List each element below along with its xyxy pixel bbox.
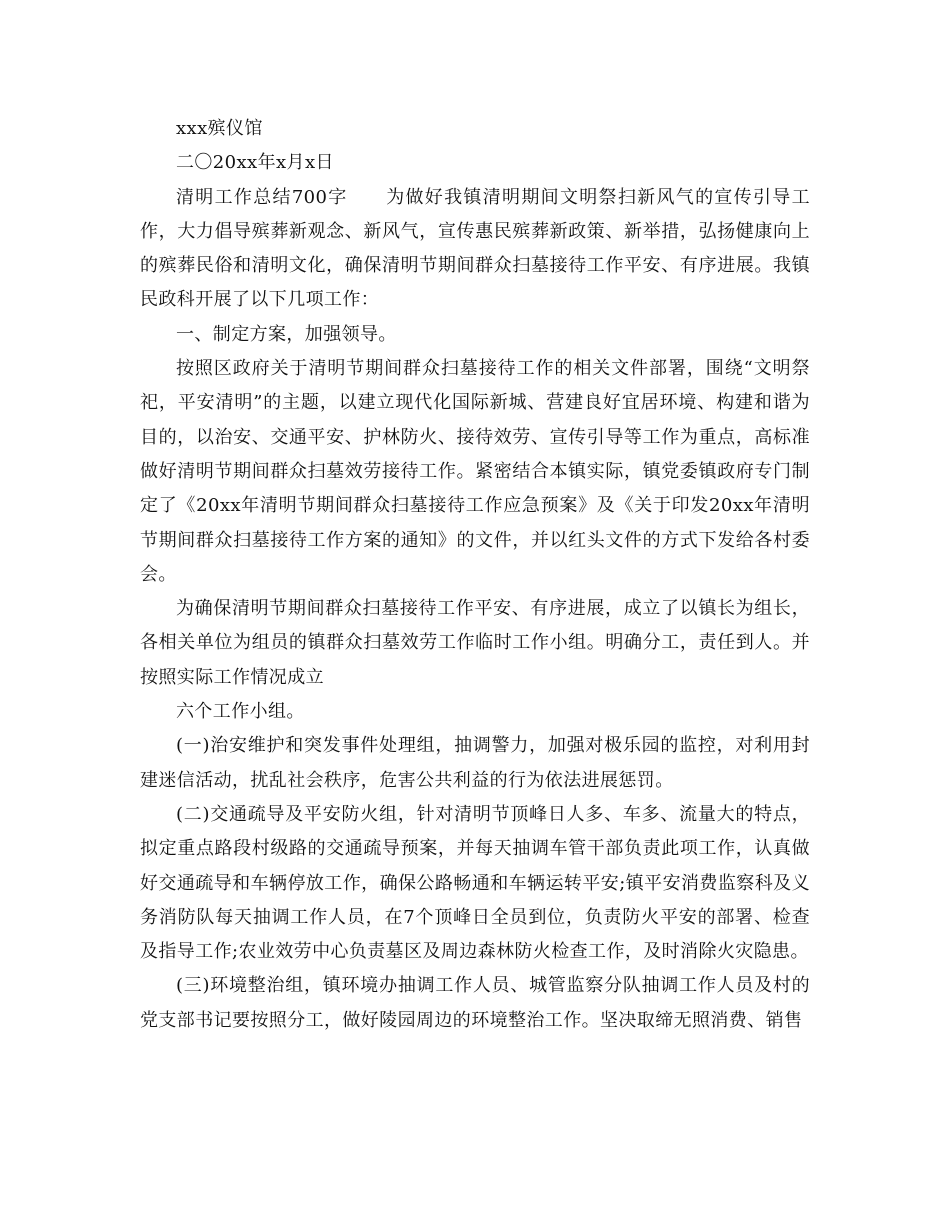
- paragraph-group-3: (三)环境整治组，镇环境办抽调工作人员、城管监察分队抽调工作人员及村的党支部书记要按照分工，做好陵园周边的环境整治工作。坚决取缔无照消费、销售: [140, 975, 810, 1031]
- paragraph-six-groups: 六个工作小组。: [176, 701, 305, 723]
- paragraph-group-setup: 为确保清明节期间群众扫墓接待工作平安、有序进展，成立了以镇长为组长，各相关单位为组员的镇群众扫墓效劳工作临时工作小组。明确分工，责任到人。并按照实际工作情况成立: [140, 598, 810, 688]
- paragraph-group-1: (一)治安维护和突发事件处理组，抽调警力，加强对极乐园的监控，对利用封建迷信活动，扰乱社会秩序，危害公共利益的行为依法进展惩罚。: [140, 735, 810, 791]
- document-body: [140, 112, 810, 1038]
- paragraph-group-2: (二)交通疏导及平安防火组，针对清明节顶峰日人多、车多、流量大的特点，拟定重点路段村级路的交通疏导预案，并每天抽调车管干部负责此项工作，认真做好交通疏导和车辆停放工作，确保公路畅通和车辆运转平安;镇平安消费监察科及义务消防队每天抽调工作人员，在7个顶峰日全员到位，负责防火平安的部署、检查及指导工作;农业效劳中心负责墓区及周边森林防火检查工作，及时消除火灾隐患。: [140, 803, 810, 963]
- signature-organization: xxx殡仪馆: [176, 118, 263, 139]
- paragraph-intro: 清明工作总结700字 为做好我镇清明期间文明祭扫新风气的宣传引导工作，大力倡导殡葬新观念、新风气，宣传惠民殡葬新政策、新举措，弘扬健康向上的殡葬民俗和清明文化，确保清明节期间群众扫墓接待工作平安、有序进展。我镇民政科开展了以下几项工作：: [140, 186, 810, 311]
- signature-date: 二〇20xx年x月x日: [176, 152, 334, 174]
- section-heading-1: 一、制定方案，加强领导。: [176, 323, 397, 345]
- paragraph-plan: 按照区政府关于清明节期间群众扫墓接待工作的相关文件部署，围绕“文明祭祀，平安清明”的主题，以建立现代化国际新城、营建良好宜居环境、构建和谐为目的，以治安、交通平安、护林防火、接待效劳、宣传引导等工作为重点，高标准做好清明节期间群众扫墓效劳接待工作。紧密结合本镇实际，镇党委镇政府专门制定了《20xx年清明节期间群众扫墓接待工作应急预案》及《关于印发20xx年清明节期间群众扫墓接待工作方案的通知》的文件，并以红头文件的方式下发给各村委会。: [140, 358, 810, 585]
